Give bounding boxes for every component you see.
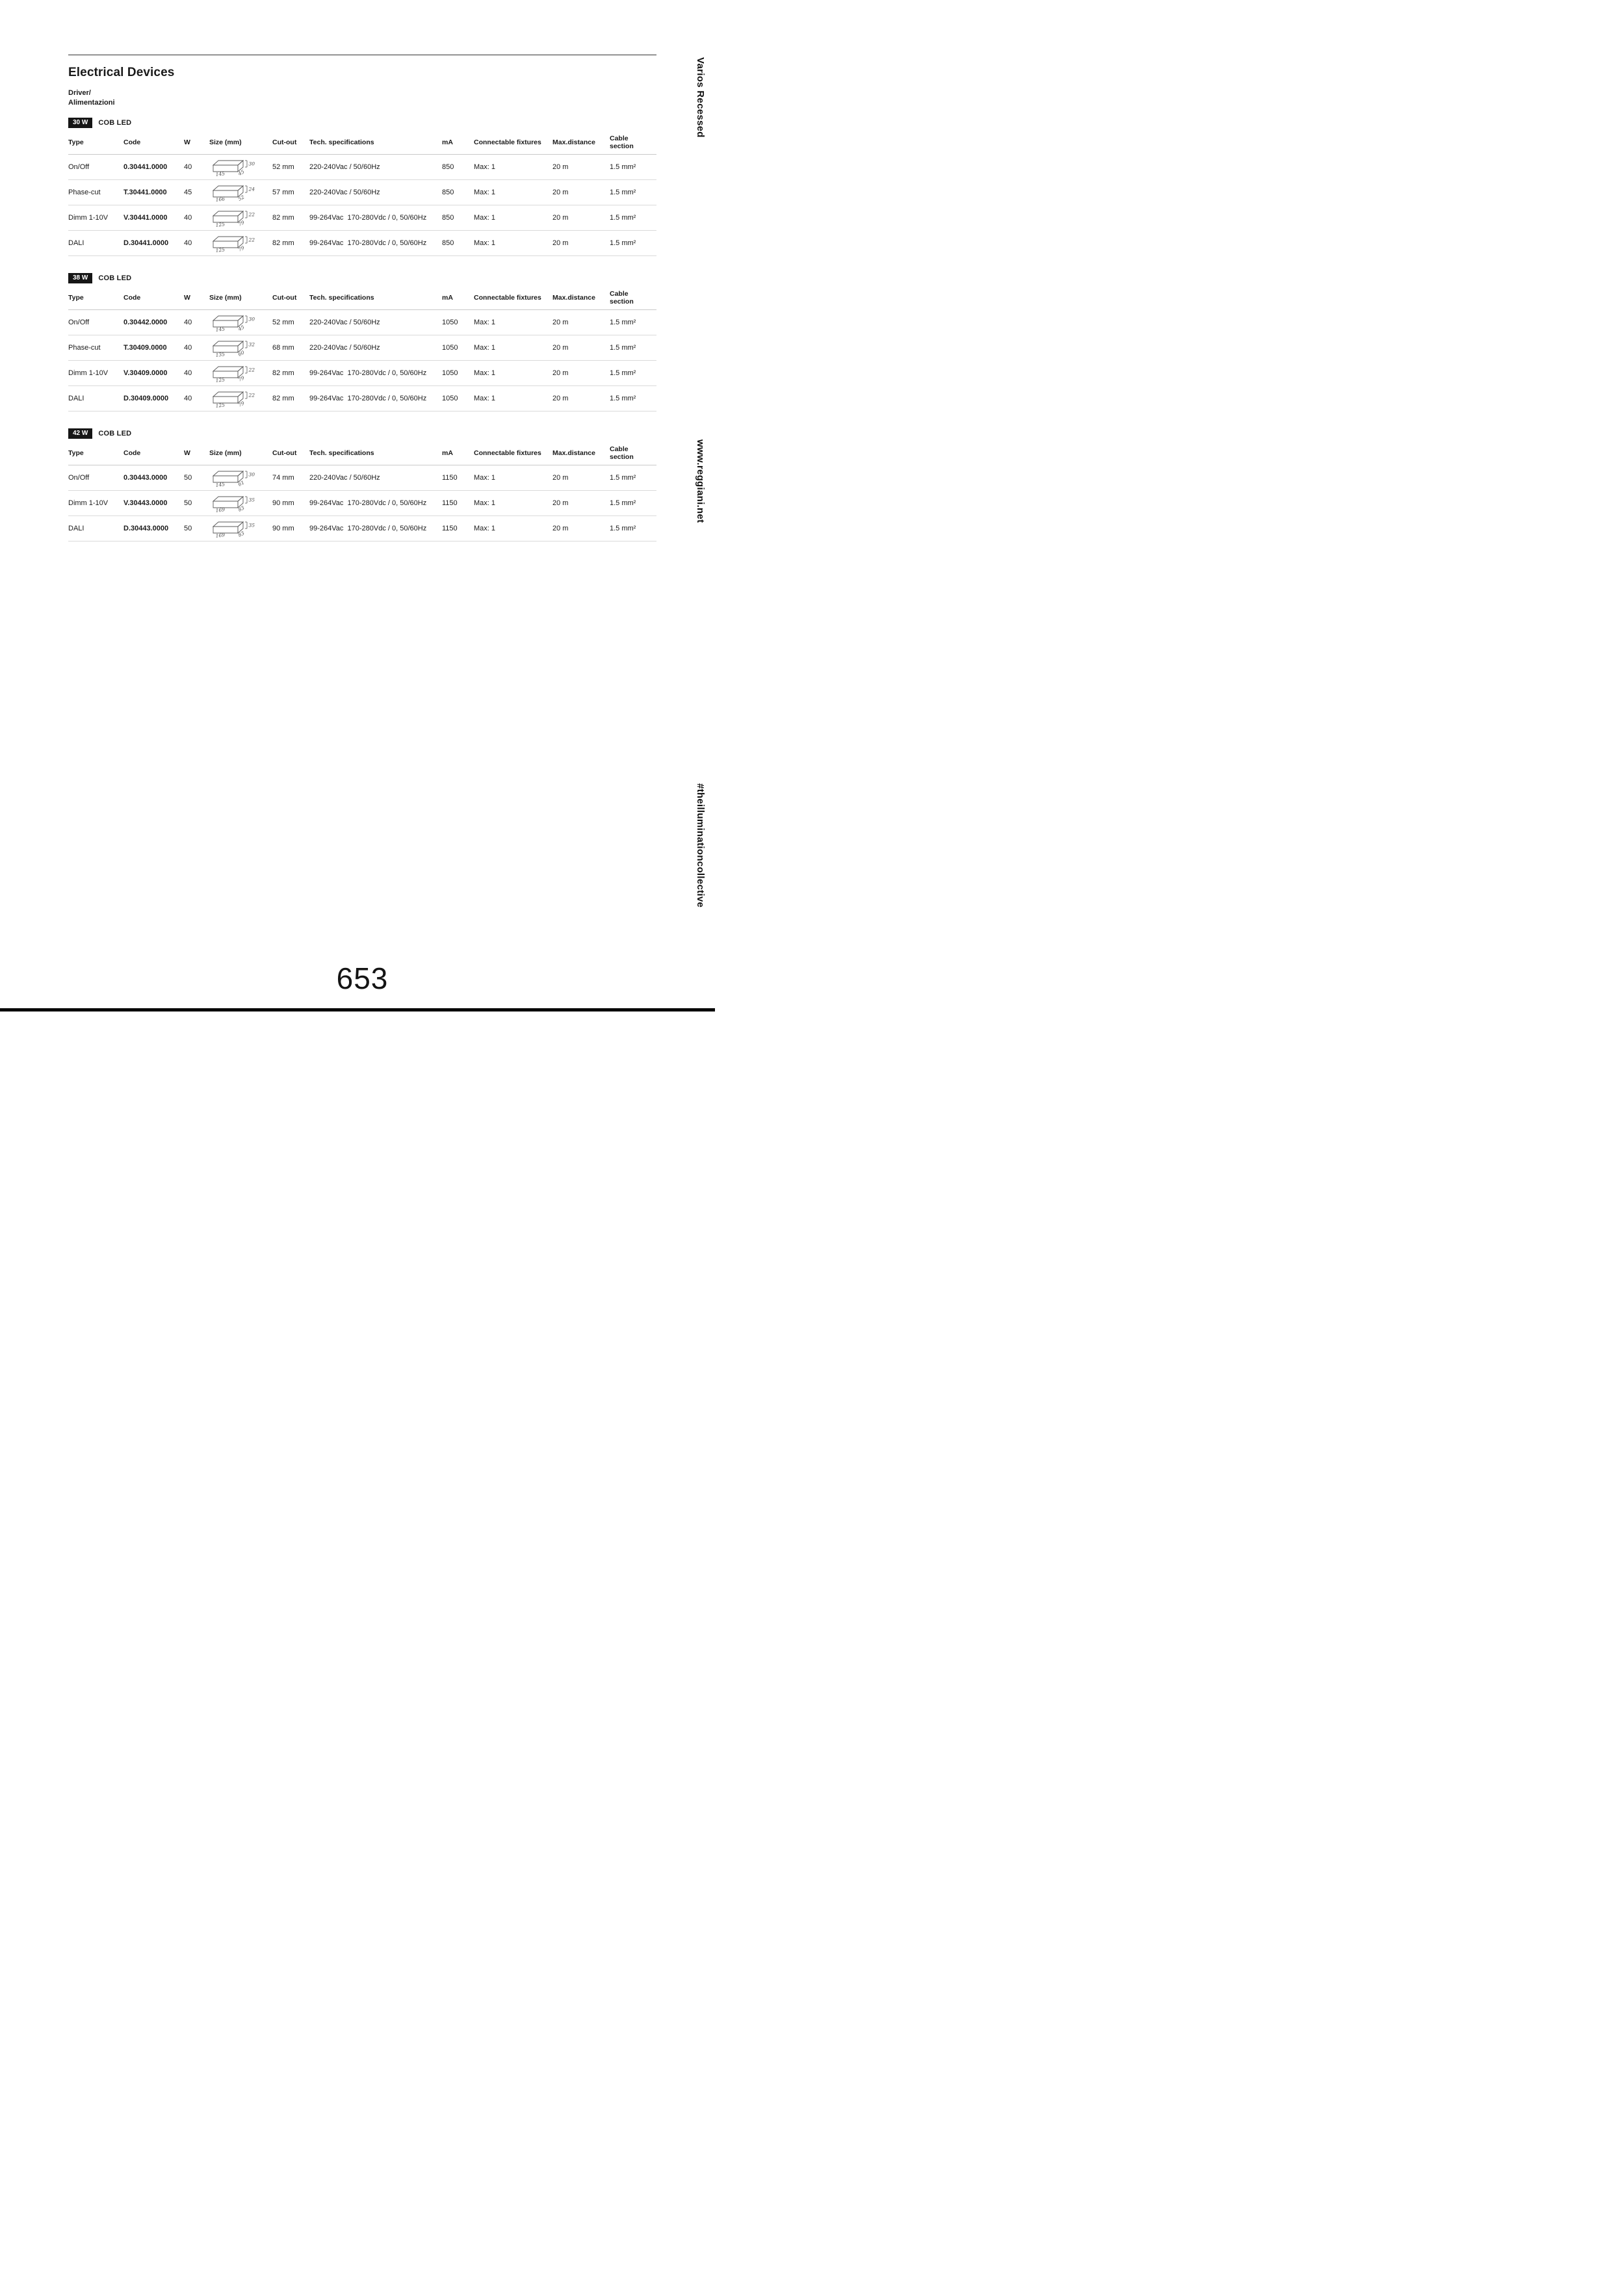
table-row: [68, 490, 656, 515]
cell-max-distance: 20 m: [552, 515, 610, 541]
spec-table: [68, 443, 656, 541]
content-column: [68, 0, 656, 541]
table-row: [68, 515, 656, 541]
cell-tech-specs: 99-264Vac 170-280Vdc / 0, 50/60Hz: [309, 360, 442, 385]
column-header: Cable section: [610, 288, 656, 310]
column-header: Code: [123, 133, 184, 155]
wattage-badge: 30 W: [68, 118, 92, 128]
size-length-label: 169: [215, 531, 226, 539]
side-label-website: www.reggiani.net: [695, 439, 706, 523]
cell-max-distance: 20 m: [552, 360, 610, 385]
cell-type: On/Off: [68, 309, 123, 335]
column-header: W: [184, 133, 209, 155]
column-header: mA: [442, 288, 474, 310]
page-title: Electrical Devices: [68, 66, 175, 79]
size-length-label: 145: [215, 170, 226, 177]
cell-ma: 850: [442, 205, 474, 230]
size-diagram: [209, 312, 266, 333]
cell-type: DALI: [68, 385, 123, 411]
size-diagram: [209, 467, 266, 488]
cell-cutout: 57 mm: [272, 179, 309, 205]
column-header: Tech. specifications: [309, 288, 442, 310]
column-header: Size (mm): [209, 443, 272, 465]
cell-type: On/Off: [68, 465, 123, 490]
cell-connectable-fixtures: Max: 1: [474, 465, 552, 490]
cell-cable-section: 1.5 mm²: [610, 515, 656, 541]
subtitle-line2: Alimentazioni: [68, 98, 115, 107]
cell-code: D.30443.0000: [123, 515, 184, 541]
table-row: [68, 309, 656, 335]
cell-connectable-fixtures: Max: 1: [474, 335, 552, 360]
cell-cutout: 90 mm: [272, 515, 309, 541]
cell-wattage: 40: [184, 154, 209, 179]
cell-size: [209, 179, 272, 205]
cell-ma: 1150: [442, 490, 474, 515]
cell-code: D.30441.0000: [123, 230, 184, 255]
size-diagram: [209, 363, 266, 384]
size-depth-label: 79: [237, 400, 246, 408]
cell-cutout: 82 mm: [272, 385, 309, 411]
cell-ma: 850: [442, 179, 474, 205]
cell-code: V.30441.0000: [123, 205, 184, 230]
column-header: Max.distance: [552, 288, 610, 310]
section-head: [68, 118, 656, 128]
size-length-label: 125: [215, 376, 226, 384]
size-depth-label: 61: [237, 479, 246, 488]
size-length-label: 166: [215, 195, 226, 203]
cell-max-distance: 20 m: [552, 179, 610, 205]
cell-type: On/Off: [68, 154, 123, 179]
catalog-page: [0, 0, 715, 1011]
cell-wattage: 40: [184, 360, 209, 385]
size-length-label: 125: [215, 220, 226, 228]
column-header: Connectable fixtures: [474, 288, 552, 310]
cell-connectable-fixtures: Max: 1: [474, 179, 552, 205]
table-row: [68, 179, 656, 205]
cell-ma: 1050: [442, 309, 474, 335]
side-label-hashtag: #theilluminationcollective: [695, 783, 706, 908]
cell-ma: 1150: [442, 515, 474, 541]
table-row: [68, 230, 656, 255]
size-depth-label: 79: [237, 244, 246, 253]
column-header: Cable section: [610, 443, 656, 465]
header-row: [68, 288, 656, 310]
cell-cutout: 82 mm: [272, 205, 309, 230]
size-height-label: 22: [248, 367, 255, 373]
header-row: [68, 443, 656, 465]
column-header: Tech. specifications: [309, 443, 442, 465]
cell-tech-specs: 99-264Vac 170-280Vdc / 0, 50/60Hz: [309, 515, 442, 541]
spec-table-body: [68, 309, 656, 411]
cell-wattage: 40: [184, 230, 209, 255]
size-length-label: 125: [215, 246, 226, 254]
column-header: Type: [68, 133, 123, 155]
cell-cutout: 82 mm: [272, 360, 309, 385]
cell-code: V.30409.0000: [123, 360, 184, 385]
cell-cutout: 74 mm: [272, 465, 309, 490]
size-diagram: [209, 493, 266, 514]
cell-connectable-fixtures: Max: 1: [474, 230, 552, 255]
cell-wattage: 50: [184, 490, 209, 515]
table-row: [68, 205, 656, 230]
column-header: Connectable fixtures: [474, 133, 552, 155]
cell-cable-section: 1.5 mm²: [610, 335, 656, 360]
cell-code: 0.30442.0000: [123, 309, 184, 335]
size-depth-label: 60: [237, 349, 246, 358]
cell-ma: 1150: [442, 465, 474, 490]
size-height-label: 35: [248, 497, 255, 503]
spec-table: [68, 288, 656, 411]
cob-led-label: COB LED: [98, 429, 132, 437]
cell-size: [209, 154, 272, 179]
size-depth-label: 45: [237, 168, 246, 177]
cell-size: [209, 335, 272, 360]
cob-led-label: COB LED: [98, 118, 132, 127]
size-height-label: 30: [248, 471, 255, 478]
size-diagram: [209, 388, 266, 409]
cell-tech-specs: 220-240Vac / 50/60Hz: [309, 465, 442, 490]
cell-cable-section: 1.5 mm²: [610, 205, 656, 230]
column-header: Tech. specifications: [309, 133, 442, 155]
cell-max-distance: 20 m: [552, 154, 610, 179]
cell-connectable-fixtures: Max: 1: [474, 515, 552, 541]
cell-cable-section: 1.5 mm²: [610, 360, 656, 385]
cell-ma: 850: [442, 230, 474, 255]
cell-ma: 850: [442, 154, 474, 179]
size-depth-label: 52: [237, 194, 246, 202]
cell-code: T.30409.0000: [123, 335, 184, 360]
cell-wattage: 50: [184, 515, 209, 541]
cell-code: V.30443.0000: [123, 490, 184, 515]
size-height-label: 30: [248, 161, 255, 167]
table-row: [68, 465, 656, 490]
table-row: [68, 154, 656, 179]
cell-max-distance: 20 m: [552, 465, 610, 490]
page-bottom-edge: [0, 1008, 715, 1011]
spec-table-body: [68, 465, 656, 541]
spec-section-38w: [68, 273, 656, 411]
size-height-label: 32: [248, 341, 255, 348]
size-depth-label: 79: [237, 374, 246, 383]
cell-connectable-fixtures: Max: 1: [474, 385, 552, 411]
size-depth-label: 45: [237, 324, 246, 332]
cell-type: Dimm 1-10V: [68, 205, 123, 230]
cell-max-distance: 20 m: [552, 230, 610, 255]
cell-size: [209, 205, 272, 230]
cell-code: D.30409.0000: [123, 385, 184, 411]
section-head: [68, 428, 656, 439]
cob-led-label: COB LED: [98, 274, 132, 282]
cell-ma: 1050: [442, 360, 474, 385]
cell-max-distance: 20 m: [552, 205, 610, 230]
size-diagram: [209, 337, 266, 358]
cell-code: 0.30443.0000: [123, 465, 184, 490]
cell-size: [209, 385, 272, 411]
subtitle-line1: Driver/: [68, 89, 91, 97]
table-row: [68, 335, 656, 360]
cell-tech-specs: 99-264Vac 170-280Vdc / 0, 50/60Hz: [309, 490, 442, 515]
cell-max-distance: 20 m: [552, 490, 610, 515]
page-number: 653: [336, 961, 389, 995]
cell-ma: 1050: [442, 335, 474, 360]
wattage-badge: 42 W: [68, 428, 92, 439]
cell-code: T.30441.0000: [123, 179, 184, 205]
cell-wattage: 40: [184, 309, 209, 335]
cell-cable-section: 1.5 mm²: [610, 385, 656, 411]
size-length-label: 135: [215, 350, 226, 358]
size-height-label: 22: [248, 392, 255, 398]
wattage-badge: 38 W: [68, 273, 92, 283]
column-header: Cut-out: [272, 133, 309, 155]
cell-tech-specs: 220-240Vac / 50/60Hz: [309, 154, 442, 179]
cell-tech-specs: 220-240Vac / 50/60Hz: [309, 309, 442, 335]
spec-table-head: [68, 288, 656, 310]
cell-cutout: 68 mm: [272, 335, 309, 360]
cell-type: DALI: [68, 230, 123, 255]
cell-cutout: 52 mm: [272, 154, 309, 179]
section-subtitle: [68, 88, 656, 108]
cell-wattage: 45: [184, 179, 209, 205]
cell-max-distance: 20 m: [552, 309, 610, 335]
size-diagram: [209, 207, 266, 228]
cell-type: Phase-cut: [68, 179, 123, 205]
column-header: Code: [123, 443, 184, 465]
column-header: Cable section: [610, 133, 656, 155]
cell-connectable-fixtures: Max: 1: [474, 490, 552, 515]
spec-section-42w: [68, 428, 656, 541]
size-length-label: 145: [215, 325, 226, 333]
cell-cable-section: 1.5 mm²: [610, 179, 656, 205]
column-header: Cut-out: [272, 443, 309, 465]
cell-size: [209, 360, 272, 385]
cell-max-distance: 20 m: [552, 385, 610, 411]
column-header: Size (mm): [209, 288, 272, 310]
column-header: Max.distance: [552, 443, 610, 465]
spec-table: [68, 133, 656, 256]
column-header: Type: [68, 288, 123, 310]
size-depth-label: 83: [237, 530, 246, 538]
column-header: Cut-out: [272, 288, 309, 310]
cell-wattage: 40: [184, 385, 209, 411]
cell-connectable-fixtures: Max: 1: [474, 309, 552, 335]
column-header: W: [184, 443, 209, 465]
cell-size: [209, 309, 272, 335]
cell-wattage: 40: [184, 335, 209, 360]
header-row: [68, 133, 656, 155]
cell-tech-specs: 99-264Vac 170-280Vdc / 0, 50/60Hz: [309, 230, 442, 255]
spec-table-head: [68, 443, 656, 465]
size-diagram: [209, 233, 266, 254]
column-header: W: [184, 288, 209, 310]
cell-size: [209, 465, 272, 490]
size-diagram: [209, 157, 266, 177]
cell-connectable-fixtures: Max: 1: [474, 154, 552, 179]
cell-type: Dimm 1-10V: [68, 490, 123, 515]
table-row: [68, 385, 656, 411]
cell-tech-specs: 99-264Vac 170-280Vdc / 0, 50/60Hz: [309, 385, 442, 411]
column-header: Max.distance: [552, 133, 610, 155]
cell-wattage: 50: [184, 465, 209, 490]
column-header: mA: [442, 443, 474, 465]
cell-cable-section: 1.5 mm²: [610, 230, 656, 255]
size-height-label: 24: [248, 186, 255, 192]
column-header: Connectable fixtures: [474, 443, 552, 465]
spec-section-30w: [68, 118, 656, 256]
size-height-label: 22: [248, 211, 255, 218]
size-diagram: [209, 518, 266, 539]
sections-container: [68, 118, 656, 541]
column-header: Code: [123, 288, 184, 310]
column-header: Size (mm): [209, 133, 272, 155]
cell-cutout: 52 mm: [272, 309, 309, 335]
table-row: [68, 360, 656, 385]
cell-type: DALI: [68, 515, 123, 541]
cell-tech-specs: 99-264Vac 170-280Vdc / 0, 50/60Hz: [309, 205, 442, 230]
cell-type: Dimm 1-10V: [68, 360, 123, 385]
cell-size: [209, 515, 272, 541]
spec-table-head: [68, 133, 656, 155]
cell-connectable-fixtures: Max: 1: [474, 205, 552, 230]
cell-cable-section: 1.5 mm²: [610, 154, 656, 179]
cell-wattage: 40: [184, 205, 209, 230]
size-diagram: [209, 182, 266, 203]
column-header: mA: [442, 133, 474, 155]
size-length-label: 169: [215, 506, 226, 514]
size-length-label: 145: [215, 480, 226, 488]
cell-size: [209, 490, 272, 515]
size-height-label: 22: [248, 237, 255, 243]
size-height-label: 30: [248, 316, 255, 322]
cell-tech-specs: 220-240Vac / 50/60Hz: [309, 335, 442, 360]
cell-cable-section: 1.5 mm²: [610, 309, 656, 335]
size-length-label: 125: [215, 401, 226, 409]
cell-cutout: 90 mm: [272, 490, 309, 515]
cell-type: Phase-cut: [68, 335, 123, 360]
cell-max-distance: 20 m: [552, 335, 610, 360]
cell-cutout: 82 mm: [272, 230, 309, 255]
cell-connectable-fixtures: Max: 1: [474, 360, 552, 385]
cell-tech-specs: 220-240Vac / 50/60Hz: [309, 179, 442, 205]
cell-size: [209, 230, 272, 255]
spec-table-body: [68, 154, 656, 255]
column-header: Type: [68, 443, 123, 465]
section-head: [68, 273, 656, 283]
size-height-label: 35: [248, 522, 255, 528]
size-depth-label: 83: [237, 504, 246, 513]
cell-ma: 1050: [442, 385, 474, 411]
side-label-collection: Varios Recessed: [695, 57, 706, 138]
cell-cable-section: 1.5 mm²: [610, 490, 656, 515]
cell-code: 0.30441.0000: [123, 154, 184, 179]
cell-cable-section: 1.5 mm²: [610, 465, 656, 490]
size-depth-label: 79: [237, 219, 246, 228]
